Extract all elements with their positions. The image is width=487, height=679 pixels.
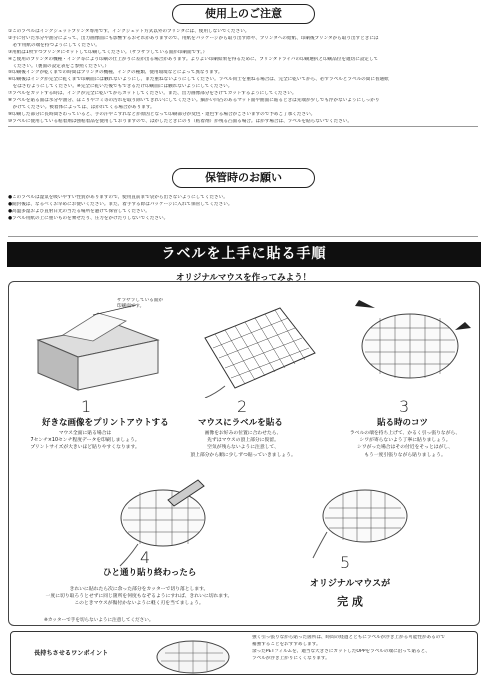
usage-note-line: ⑧ラベルを貼る面は水分や油分、ほこりやゴミ等の汚れを取り除いてきれいにしてください。細かい凹凸のあるマット面や曲面に貼るときは先端が少しでも浮かないようにしっかり <box>8 98 380 104</box>
step-2-number: 2 <box>237 397 248 416</box>
step-desc-line: シワが寄らないよう丁寧に貼りましょう。 <box>359 438 451 444</box>
stretch-label-illustration <box>335 298 475 393</box>
step-desc-line: シワがった場合はその付近をそっとはがし、 <box>357 445 453 451</box>
step-4-number: 4 <box>140 548 151 567</box>
tip-line: 余ったPETフィルムを、適当な大きさにカットしたOPPをラベルの端に沿って貼ると、 <box>252 648 430 654</box>
usage-note-line: ③用紙は1枚ずつプリンタにセットして印刷してください。（ザラザラしている面が印刷面です。） <box>8 49 208 55</box>
usage-note-line: 必ず用紙の端を持つようにしてください。 <box>8 42 100 48</box>
tip-text <box>252 635 474 663</box>
step-3-desc <box>335 430 475 459</box>
step-desc-line: ラベルの端を持ち上げて、かるく引っ張りながら、 <box>349 431 461 436</box>
tip-label: 長持ちさせるワンポイント <box>34 650 109 657</box>
usage-note-line: ⑤印刷後インクが乾くまでの時間はプリンタの機種、インクの種類、使用環境などによって異なります。 <box>8 70 223 76</box>
step-desc-line: 空気が残らないように注意して、 <box>207 445 279 451</box>
label-on-mouse-illustration <box>185 298 325 398</box>
usage-note-line: ④ご使用のプリンタの機種・インク等により印刷の仕上がりに差が出る場合があります。よりよい印刷結果を得るために、プリンタドライバの印刷選択と印刷品位を適切に設定して <box>8 56 379 62</box>
usage-note-line: ②手に付いた水分や油分によって、出力画像面にも影響するおそれがありますので、用紙をパッケージから取り出す際や、プリンタへの給紙、印刷後プリンタから取り出すときには <box>8 35 379 41</box>
tip-line: 強く引っ張りながら貼った箇所は、時間の経過とともにラベルが浮き上がる可能性があるので <box>252 635 445 640</box>
divider <box>8 236 478 237</box>
usage-notes <box>8 29 480 126</box>
storage-notes <box>8 195 480 223</box>
storage-note-line: ●ラベル用紙の上に重いものを乗せたり、圧力をかけたりしないでください。 <box>8 215 169 221</box>
step-desc-line: 画像をお好みの位置に合わせたら、 <box>204 431 282 436</box>
tip-line: 補強することをおすすめします。 <box>252 641 321 647</box>
storage-note-line: ●高温多湿および直射日光の当たる場所を避けて保管してください。 <box>8 208 150 214</box>
step-3-title: 貼る時のコツ <box>377 418 429 428</box>
tip-mouse-illustration <box>145 635 240 675</box>
usage-title: 使用上のご注意 <box>172 4 315 24</box>
tip-line: ラベルが浮き上がりにくくなります。 <box>252 655 330 661</box>
divider <box>8 126 478 127</box>
step-1-number: 1 <box>81 397 92 416</box>
step-5-number: 5 <box>340 553 351 572</box>
usage-note-line: ⑦ラベルをカットする時は、インクが完全に乾いてからカットしてください。また、出力画像部分をさけてカットするようにしてください。 <box>8 91 297 97</box>
step-1-title: 好きな画像をプリントアウトする <box>42 418 169 428</box>
step-desc-line: プリントサイズが大きいほど貼りやすくなります。 <box>30 445 140 451</box>
printer-illustration <box>18 295 168 395</box>
step-desc-line: きれいに貼れたら次に余った部分をカッターで切り落とします。 <box>69 587 209 592</box>
procedure-banner: ラベルを上手に貼る手順 <box>7 242 481 267</box>
usage-note-line: ⑩ラベルに使用している粘着剤は強粘着品を使用しておりますので、はがしたときにのり（粘着剤）が残る凸面る場合。はがす場合は、ラベルを貼らないでください。 <box>8 118 352 124</box>
step-desc-line: 一度に切り取ろうとせずに同じ箇所を何度もなぞるようにすれば、きれいに切れます。 <box>45 594 233 600</box>
usage-note-line: かけてください。被着体によっては、はがれてくる場合があります。 <box>8 104 155 110</box>
usage-note-line: ⑨印刷した部分に長時間さわっていると、手の汗やこすれなどが原因となって印刷部分が変色・退色する場合がございますので予めご了承ください。 <box>8 111 316 117</box>
usage-note-line: をはさむようにしてください。※完全に乾いた後でもできるだけ印刷面には触れないようにしてください。 <box>8 84 233 90</box>
step-desc-line: 先ずはマウスの頂上部分に仮留。 <box>207 438 279 444</box>
step-4-desc <box>44 586 234 608</box>
trim-label-illustration <box>108 478 238 568</box>
step-desc-line: 7センチ×10センチ程度データを印刷しましょう。 <box>30 438 140 444</box>
usage-note-line: ⑥印刷後はインクが完全に乾くまで印刷面には触れないようにし、また重ねないようにしてください。ラベル同士を重ねる場合は、完全に乾いてから、必ずラベルとラベルの間に普通紙 <box>8 77 389 83</box>
step-1-desc <box>20 430 150 452</box>
step-desc-line: もう一度引張りながら貼りましょう。 <box>364 452 446 458</box>
step-2-title: マウスにラベルを貼る <box>198 418 283 428</box>
usage-note-line: ①このラベルはインクジェットプリンタ専用です。インクジェット方式以外のプリンタには、使用しないでください。 <box>8 29 250 34</box>
storage-title: 保管時のお願い <box>172 168 315 188</box>
step-desc-line: マウス全面に貼る場合は <box>58 431 112 436</box>
storage-note-line: ●開封後は、なるべくお早めにお使いください。また、着手する際はパッケージに入れて保管してください。 <box>8 201 233 207</box>
storage-note-line: ●このラベルは湿気を吸いやすい性質がありますので、使用直前まで袋から出さないようにしてください。 <box>8 195 228 200</box>
printer-callout: ザラザラしている面が印刷面です。 <box>117 298 163 309</box>
finished-mouse-illustration <box>305 480 415 560</box>
step-5-title: オリジナルマウスが <box>309 579 391 589</box>
step-3-number: 3 <box>399 397 410 416</box>
step-desc-line: 頂上部分から順に少しずつ貼っていきましょう。 <box>190 452 296 458</box>
step-4-title: ひと通り貼り終わったら <box>103 568 197 578</box>
step-2-desc <box>178 430 308 459</box>
step-5-complete: 完 成 <box>337 595 363 608</box>
step-desc-line: このときマウスが傷付かないように軽く刃を当てましょう。 <box>74 601 204 607</box>
usage-note-line: ください。（裏面の設定表をご参照ください。） <box>8 63 110 69</box>
cutter-note: ※カッターで手を切らないように注意してください。 <box>44 618 154 623</box>
procedure-subtitle: オリジナルマウスを作ってみよう！ <box>175 273 312 283</box>
